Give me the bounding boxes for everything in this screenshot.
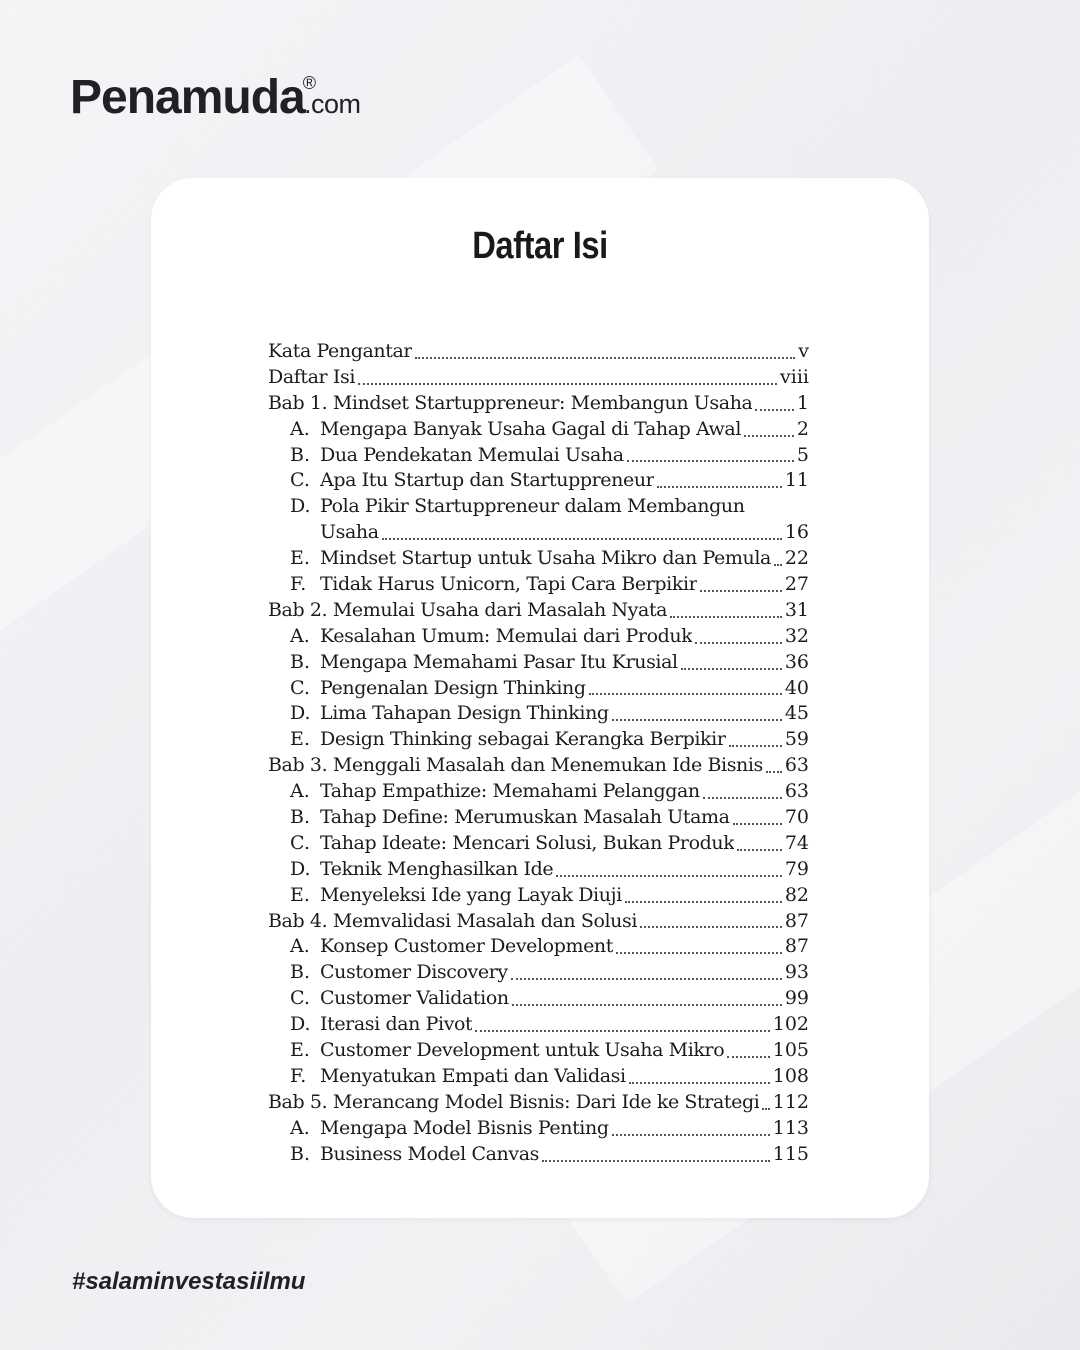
brand-tld: .com [304, 89, 361, 119]
toc-entry-label: Pengenalan Design Thinking [320, 676, 586, 699]
toc-entry [268, 417, 809, 443]
toc-entry-letter: C. [290, 831, 310, 854]
toc-leader-dots [700, 578, 781, 592]
toc-leader-dots [727, 1044, 769, 1058]
toc-leader-dots [625, 889, 782, 903]
toc-leader-dots [612, 707, 782, 721]
toc-entry-label: Bab 2. Memulai Usaha dari Masalah Nyata [268, 598, 668, 621]
toc-entry-page: 105 [772, 1039, 809, 1062]
toc-entry [268, 650, 809, 676]
toc-entry [268, 986, 809, 1012]
hashtag: #salaminvestasiilmu [72, 1268, 306, 1295]
toc-leader-dots [556, 863, 782, 877]
toc-entry [268, 883, 809, 909]
toc-entry-label: Bab 4. Memvalidasi Masalah dan Solusi [268, 909, 638, 932]
toc-entry-label: Mengapa Banyak Usaha Gagal di Tahap Awal [320, 417, 742, 440]
toc-entry-letter: C. [290, 987, 310, 1010]
toc-entry-page: 40 [784, 676, 809, 699]
toc-entry-page: 32 [784, 624, 809, 647]
toc-entry-letter: D. [290, 1013, 311, 1036]
toc-entry-label: Lima Tahapan Design Thinking [320, 702, 609, 725]
toc-entry-label: Kesalahan Umum: Memulai dari Produk [320, 624, 693, 647]
toc-entry-letter: B. [290, 1142, 311, 1165]
toc-entry [268, 1142, 809, 1168]
toc-entry-letter: D. [290, 702, 311, 725]
toc-entry-letter: A. [290, 624, 310, 647]
toc-entry-page: 2 [796, 417, 809, 440]
toc-entry-letter: A. [290, 780, 310, 803]
toc-entry-label: Teknik Menghasilkan Ide [320, 857, 554, 880]
toc-entry-label: Dua Pendekatan Memulai Usaha [320, 443, 624, 466]
toc-entry-label: Tahap Define: Merumuskan Masalah Utama [320, 806, 730, 829]
toc-entry [268, 339, 809, 365]
toc-entry [268, 624, 809, 650]
toc-entry-letter: B. [290, 961, 311, 984]
toc-leader-dots [612, 1122, 770, 1136]
toc-leader-dots [733, 811, 782, 825]
toc-entry-page: 63 [784, 780, 809, 803]
toc-entry-label: Bab 1. Mindset Startuppreneur: Membangun Usaha [268, 391, 753, 414]
toc-entry-page: 36 [784, 650, 809, 673]
toc-entry-page: 5 [796, 443, 809, 466]
toc-entry-page: 82 [784, 883, 809, 906]
toc-leader-dots [542, 1148, 770, 1162]
toc-entry-letter: B. [290, 650, 311, 673]
toc-leader-dots [512, 992, 782, 1006]
toc-entry-page: 11 [784, 469, 809, 492]
toc-entry-label: Konsep Customer Development [320, 935, 614, 958]
toc-entry-letter: C. [290, 676, 310, 699]
toc-leader-dots [511, 966, 782, 980]
toc-entry [268, 676, 809, 702]
toc-entry-label: Pola Pikir Startuppreneur dalam Membangun [320, 495, 745, 518]
toc-leader-dots [703, 785, 782, 799]
toc-entry-label: Customer Development untuk Usaha Mikro [320, 1039, 725, 1062]
toc-entry-page: 74 [784, 831, 809, 854]
toc-entry-page: 70 [784, 806, 809, 829]
toc-entry-page: 27 [784, 573, 809, 595]
toc-entry-letter: E. [290, 728, 310, 751]
toc-entry-letter: B. [290, 806, 311, 829]
toc-entry [268, 520, 809, 546]
registered-mark: ® [302, 73, 317, 93]
toc-leader-dots [475, 1018, 769, 1032]
toc-entry-label: Bab 3. Menggali Masalah dan Menemukan Ide Bisnis [268, 754, 763, 777]
toc-entry-letter: E. [290, 547, 310, 570]
toc-entry [268, 779, 809, 805]
toc-leader-dots [729, 733, 782, 747]
toc-entry-page: 115 [772, 1142, 809, 1165]
toc-entry-letter: B. [290, 443, 311, 466]
toc-leader-dots [358, 371, 777, 385]
toc-entry [268, 391, 809, 417]
toc-entry [268, 727, 809, 753]
toc-leader-dots [640, 914, 782, 928]
toc-entry [268, 546, 809, 572]
toc-entry [268, 598, 809, 624]
toc-entry-letter: A. [290, 935, 310, 958]
toc-entry-letter: A. [290, 417, 310, 440]
toc-entry-letter: F. [290, 1064, 307, 1087]
toc-entry-label: Iterasi dan Pivot [320, 1013, 473, 1036]
toc-leader-dots [744, 423, 794, 437]
toc-leader-dots [755, 397, 793, 411]
toc-entry [268, 572, 809, 598]
toc-entry [268, 701, 809, 727]
toc-entry-letter: D. [290, 857, 311, 880]
toc-entry [268, 934, 809, 960]
toc-entry-page: 22 [784, 547, 809, 570]
toc-leader-dots [616, 940, 782, 954]
toc-entry-label: Mindset Startup untuk Usaha Mikro dan Pemula [320, 547, 771, 570]
toc-entry-label: Mengapa Memahami Pasar Itu Krusial [320, 650, 678, 673]
toc-entry-letter: C. [290, 469, 310, 492]
toc-leader-dots [774, 552, 782, 566]
toc-entry-label: Design Thinking sebagai Kerangka Berpikir [320, 728, 726, 751]
toc-entry-letter: F. [290, 573, 307, 595]
toc-entry [268, 443, 809, 469]
toc-entry-page: 1 [796, 391, 809, 414]
toc-entry-page: 99 [784, 987, 809, 1010]
toc-entry [268, 805, 809, 831]
toc-leader-dots [762, 1096, 769, 1110]
toc-entry-label: Tahap Empathize: Memahami Pelanggan [320, 780, 700, 803]
toc-entry-page: 59 [784, 728, 809, 751]
toc-leader-dots [627, 448, 794, 462]
document-title: Daftar Isi [472, 225, 608, 267]
toc-entry-label: Tahap Ideate: Mencari Solusi, Bukan Produk [320, 831, 735, 854]
toc-entry-page: 112 [772, 1090, 809, 1113]
toc-entry-label: Menyeleksi Ide yang Layak Diuji [320, 883, 622, 906]
toc-entry-label: Customer Discovery [320, 961, 508, 984]
toc-entry-label: Tidak Harus Unicorn, Tapi Cara Berpikir [320, 573, 698, 595]
toc-entry [268, 365, 809, 391]
toc-leader-dots [382, 526, 782, 540]
toc-entry [268, 960, 809, 986]
toc-entry [268, 1064, 809, 1090]
toc-entry-label: Mengapa Model Bisnis Penting [320, 1116, 609, 1139]
toc-entry [268, 468, 809, 494]
toc-entry-label: Kata Pengantar [268, 339, 413, 362]
toc-entry [268, 909, 809, 935]
toc-entry [268, 831, 809, 857]
toc-leader-dots [415, 345, 795, 359]
toc-entry-page: 45 [784, 702, 809, 725]
toc-entry [268, 1038, 809, 1064]
brand-name: Penamuda [70, 71, 305, 124]
toc-leader-dots [766, 759, 782, 773]
toc-entry-page: 31 [784, 598, 809, 621]
toc-leader-dots [695, 630, 781, 644]
toc-entry [268, 753, 809, 779]
brand-logo [70, 70, 361, 125]
toc-entry [268, 857, 809, 883]
toc-entry-page: viii [780, 365, 809, 388]
toc-entry-page: 63 [784, 754, 809, 777]
toc-entry-letter: A. [290, 1116, 310, 1139]
toc-entry [268, 494, 809, 520]
toc-entry [268, 1116, 809, 1142]
toc-leader-dots [737, 837, 781, 851]
table-of-contents [268, 339, 809, 1168]
toc-entry-label: Apa Itu Startup dan Startuppreneur [320, 469, 655, 492]
toc-entry-page: 93 [784, 961, 809, 984]
toc-entry-letter: E. [290, 1039, 310, 1062]
toc-leader-dots [681, 656, 782, 670]
toc-entry-page: 87 [784, 935, 809, 958]
toc-entry-page: 113 [772, 1116, 809, 1139]
toc-entry-page: 79 [784, 857, 809, 880]
toc-entry-label: Menyatukan Empati dan Validasi [320, 1064, 626, 1087]
toc-entry-letter: E. [290, 883, 310, 906]
toc-leader-dots [629, 1070, 770, 1084]
toc-leader-dots [657, 474, 781, 488]
toc-entry-letter: D. [290, 495, 311, 518]
toc-entry-label: Customer Validation [320, 987, 509, 1010]
toc-leader-dots [589, 681, 782, 695]
toc-leader-dots [670, 604, 782, 618]
toc-entry-page: 16 [784, 521, 809, 544]
toc-entry [268, 1090, 809, 1116]
toc-entry [268, 1012, 809, 1038]
toc-entry-label: Bab 5. Merancang Model Bisnis: Dari Ide ke Strategi [268, 1090, 760, 1113]
toc-entry-label: Usaha [320, 521, 379, 544]
toc-entry-page: 87 [784, 909, 809, 932]
toc-entry-page: v [798, 339, 809, 362]
toc-entry-label: Business Model Canvas [320, 1142, 539, 1165]
toc-entry-page: 102 [772, 1013, 809, 1036]
toc-entry-page: 108 [772, 1064, 809, 1087]
toc-entry-label: Daftar Isi [268, 365, 356, 388]
